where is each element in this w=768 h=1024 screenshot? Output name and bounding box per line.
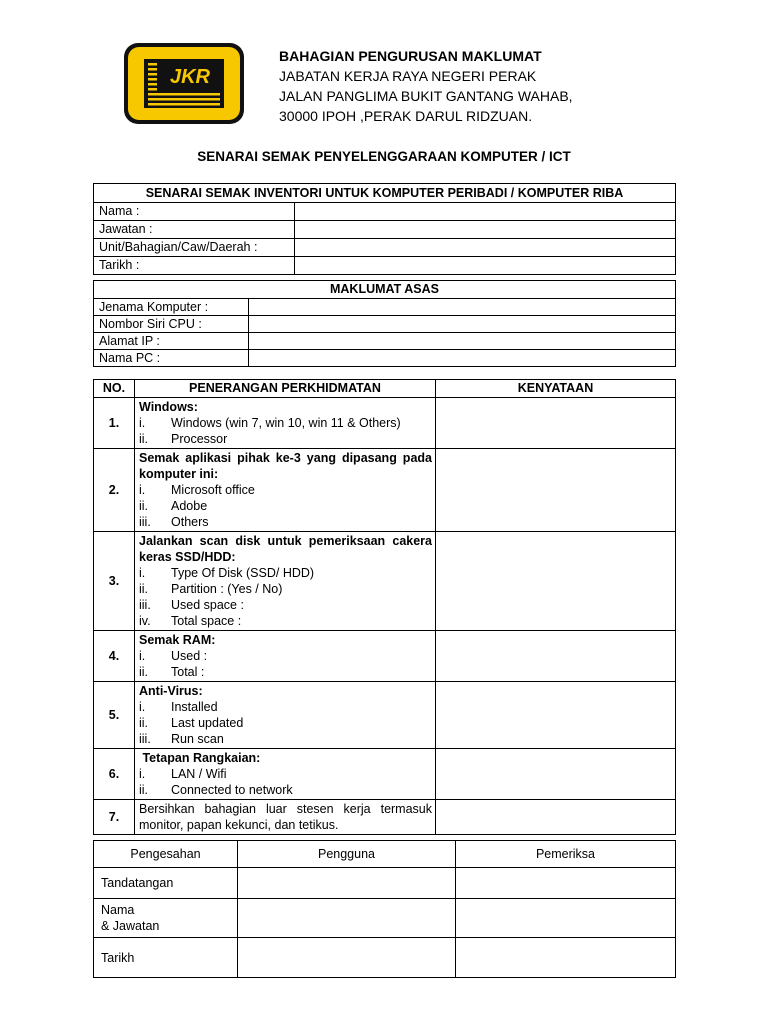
field-value[interactable] [295, 221, 676, 239]
row-number: 7. [94, 800, 135, 835]
org-name: BAHAGIAN PENGURUSAN MAKLUMAT [279, 48, 542, 64]
address-line-1: JABATAN KERJA RAYA NEGERI PERAK [279, 68, 537, 84]
item-numeral: ii. [139, 783, 149, 797]
item-text: Windows (win 7, win 10, win 11 & Others) [171, 416, 401, 430]
field-label: Unit/Bahagian/Caw/Daerah : [94, 239, 295, 257]
item-numeral: i. [139, 649, 146, 663]
item-text: Connected to network [171, 783, 293, 797]
checklist-row [94, 800, 676, 835]
field-label: Jenama Komputer : [94, 299, 249, 316]
item-text: Partition : (Yes / No) [171, 582, 283, 596]
row-remarks[interactable] [436, 749, 676, 800]
item-text: Adobe [171, 499, 208, 513]
row-description [135, 800, 436, 835]
row-description [135, 449, 436, 532]
field-value[interactable] [249, 316, 676, 333]
row-remarks[interactable] [436, 398, 676, 449]
item-numeral: ii. [139, 582, 149, 596]
col-header-description: PENERANGAN PERKHIDMATAN [135, 380, 436, 398]
row-number: 1. [94, 398, 135, 449]
item-text: Processor [171, 432, 228, 446]
item-numeral: iii. [139, 515, 151, 529]
row-remarks[interactable] [436, 631, 676, 682]
row-description [135, 682, 436, 749]
signature-label: Tandatangan [94, 868, 238, 899]
col-header-verification: Pengesahan [94, 841, 238, 868]
inspector-signature-cell[interactable] [456, 868, 676, 899]
item-numeral: ii. [139, 665, 149, 679]
row-description [135, 749, 436, 800]
col-header-user: Pengguna [238, 841, 456, 868]
basic-info-heading: MAKLUMAT ASAS [94, 281, 676, 299]
col-header-inspector: Pemeriksa [456, 841, 676, 868]
item-numeral: i. [139, 566, 146, 580]
basic-info-table [93, 280, 676, 367]
row-description [135, 532, 436, 631]
row-heading: Semak aplikasi pihak ke-3 yang dipasang pada komputer ini: [139, 451, 432, 481]
field-label: Jawatan : [94, 221, 295, 239]
field-label: Tarikh : [94, 257, 295, 275]
field-label: Alamat IP : [94, 333, 249, 350]
user-date-cell[interactable] [238, 938, 456, 978]
row-text: Bersihkan bahagian luar stesen kerja termasuk monitor, papan kekunci, dan tetikus. [139, 802, 432, 832]
col-header-remarks: KENYATAAN [436, 380, 676, 398]
row-description [135, 398, 436, 449]
checklist-table [93, 379, 676, 835]
letterhead [279, 46, 573, 126]
col-header-no: NO. [94, 380, 135, 398]
item-numeral: i. [139, 767, 146, 781]
field-label: Nombor Siri CPU : [94, 316, 249, 333]
row-remarks[interactable] [436, 800, 676, 835]
row-description [135, 631, 436, 682]
row-remarks[interactable] [436, 449, 676, 532]
checklist-row [94, 749, 676, 800]
item-text: Total : [171, 665, 205, 679]
item-numeral: i. [139, 416, 146, 430]
date-label: Tarikh [94, 938, 238, 978]
item-text: Others [171, 515, 209, 529]
inventory-heading: SENARAI SEMAK INVENTORI UNTUK KOMPUTER PERIBADI / KOMPUTER RIBA [94, 184, 676, 203]
item-numeral: i. [139, 483, 146, 497]
inspector-name-cell[interactable] [456, 899, 676, 938]
item-text: Used space : [171, 598, 244, 612]
checklist-row [94, 398, 676, 449]
item-numeral: iv. [139, 614, 151, 628]
item-numeral: i. [139, 700, 146, 714]
row-number: 6. [94, 749, 135, 800]
field-value[interactable] [295, 203, 676, 221]
address-line-3: 30000 IPOH ,PERAK DARUL RIDZUAN. [279, 108, 533, 124]
item-numeral: iii. [139, 598, 151, 612]
row-number: 4. [94, 631, 135, 682]
field-value[interactable] [249, 350, 676, 367]
verification-table [93, 840, 676, 978]
item-text: Used : [171, 649, 208, 663]
checklist-row [94, 449, 676, 532]
checklist-row [94, 682, 676, 749]
field-value[interactable] [249, 333, 676, 350]
item-numeral: ii. [139, 716, 149, 730]
item-text: Last updated [171, 716, 244, 730]
item-numeral: iii. [139, 732, 151, 746]
logo-text: JKR [169, 66, 211, 88]
row-heading: Windows: [139, 400, 198, 414]
address-line-2: JALAN PANGLIMA BUKIT GANTANG WAHAB, [279, 88, 573, 104]
document-title: SENARAI SEMAK PENYELENGGARAAN KOMPUTER / ICT [197, 149, 571, 164]
inventory-table [93, 183, 676, 275]
name-position-label: Nama & Jawatan [94, 899, 238, 938]
user-signature-cell[interactable] [238, 868, 456, 899]
item-text: Run scan [171, 732, 224, 746]
item-text: Installed [171, 700, 218, 714]
row-number: 5. [94, 682, 135, 749]
user-name-cell[interactable] [238, 899, 456, 938]
row-remarks[interactable] [436, 682, 676, 749]
item-text: LAN / Wifi [171, 767, 227, 781]
jkr-logo [122, 41, 246, 126]
row-heading: Tetapan Rangkaian: [139, 751, 261, 765]
row-heading: Jalankan scan disk untuk pemeriksaan cakera keras SSD/HDD: [139, 534, 432, 564]
field-label: Nama PC : [94, 350, 249, 367]
row-heading: Semak RAM: [139, 633, 216, 647]
row-heading: Anti-Virus: [139, 684, 203, 698]
field-label: Nama : [94, 203, 295, 221]
item-text: Total space : [171, 614, 242, 628]
row-number: 2. [94, 449, 135, 532]
inspector-date-cell[interactable] [456, 938, 676, 978]
field-value[interactable] [295, 239, 676, 257]
item-numeral: ii. [139, 499, 149, 513]
row-number: 3. [94, 532, 135, 631]
field-value[interactable] [249, 299, 676, 316]
checklist-row [94, 631, 676, 682]
row-remarks[interactable] [436, 532, 676, 631]
item-text: Type Of Disk (SSD/ HDD) [171, 566, 315, 580]
field-value[interactable] [295, 257, 676, 275]
item-numeral: ii. [139, 432, 149, 446]
checklist-row [94, 532, 676, 631]
item-text: Microsoft office [171, 483, 255, 497]
